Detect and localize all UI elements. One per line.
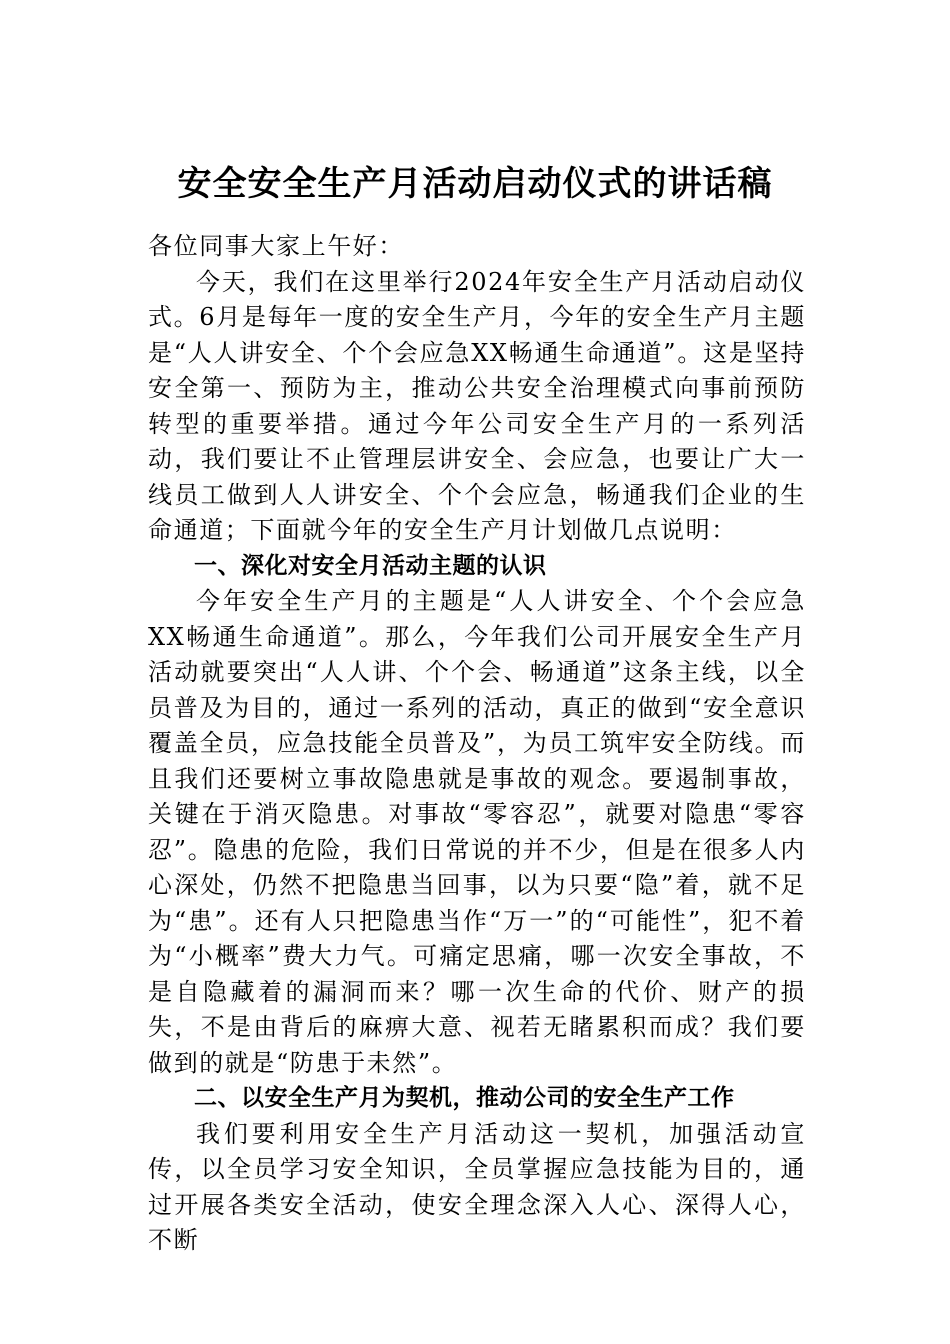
paragraph-section-2: 我们要利用安全生产月活动这一契机，加强活动宣传，以全员学习安全知识，全员掌握应急技能为目的，通过开展各类安全活动，使安全理念深入人心、深得人心，不断: [148, 1119, 806, 1254]
paragraph-intro: 今天，我们在这里举行2024年安全生产月活动启动仪式。6月是每年一度的安全生产月，今年的安全生产月主题是“人人讲安全、个个会应急XX畅通生命通道”。这是坚持安全第一、预防为主，推动公共安全治理模式向事前预防转型的重要举措。通过今年公司安全生产月的一系列活动，我们要让不止管理层讲安全、会应急，也要让广大一线员工做到人人讲安全、个个会应急，畅通我们企业的生命通道；下面就今年的安全生产月计划做几点说明：: [148, 267, 806, 544]
greeting-line: 各位同事大家上午好：: [148, 232, 404, 260]
document-body: [148, 229, 806, 1259]
section-heading-1: 一、深化对安全月活动主题的认识: [194, 552, 547, 579]
paragraph-section-1: 今年安全生产月的主题是“人人讲安全、个个会应急XX畅通生命通道”。那么，今年我们公司开展安全生产月活动就要突出“人人讲、个个会、畅通道”这条主线，以全员普及为目的，通过一系列的活动，真正的做到“安全意识覆盖全员，应急技能全员普及”，为员工筑牢安全防线。而且我们还要树立事故隐患就是事故的观念。要遏制事故，关键在于消灭隐患。对事故“零容忍”，就要对隐患“零容忍”。隐患的危险，我们日常说的并不少，但是在很多人内心深处，仍然不把隐患当回事，以为只要“隐”着，就不足为“患”。还有人只把隐患当作“万一”的“可能性”，犯不着为“小概率”费大力气。可痛定思痛，哪一次安全事故，不是自隐藏着的漏洞而来？哪一次生命的代价、财产的损失，不是由背后的麻痹大意、视若无睹累积而成？我们要做到的就是“防患于未然”。: [148, 587, 806, 1077]
document-title: 安全安全生产月活动启动仪式的讲话稿: [177, 164, 773, 204]
section-heading-2: 二、以安全生产月为契机，推动公司的安全生产工作: [194, 1085, 735, 1111]
